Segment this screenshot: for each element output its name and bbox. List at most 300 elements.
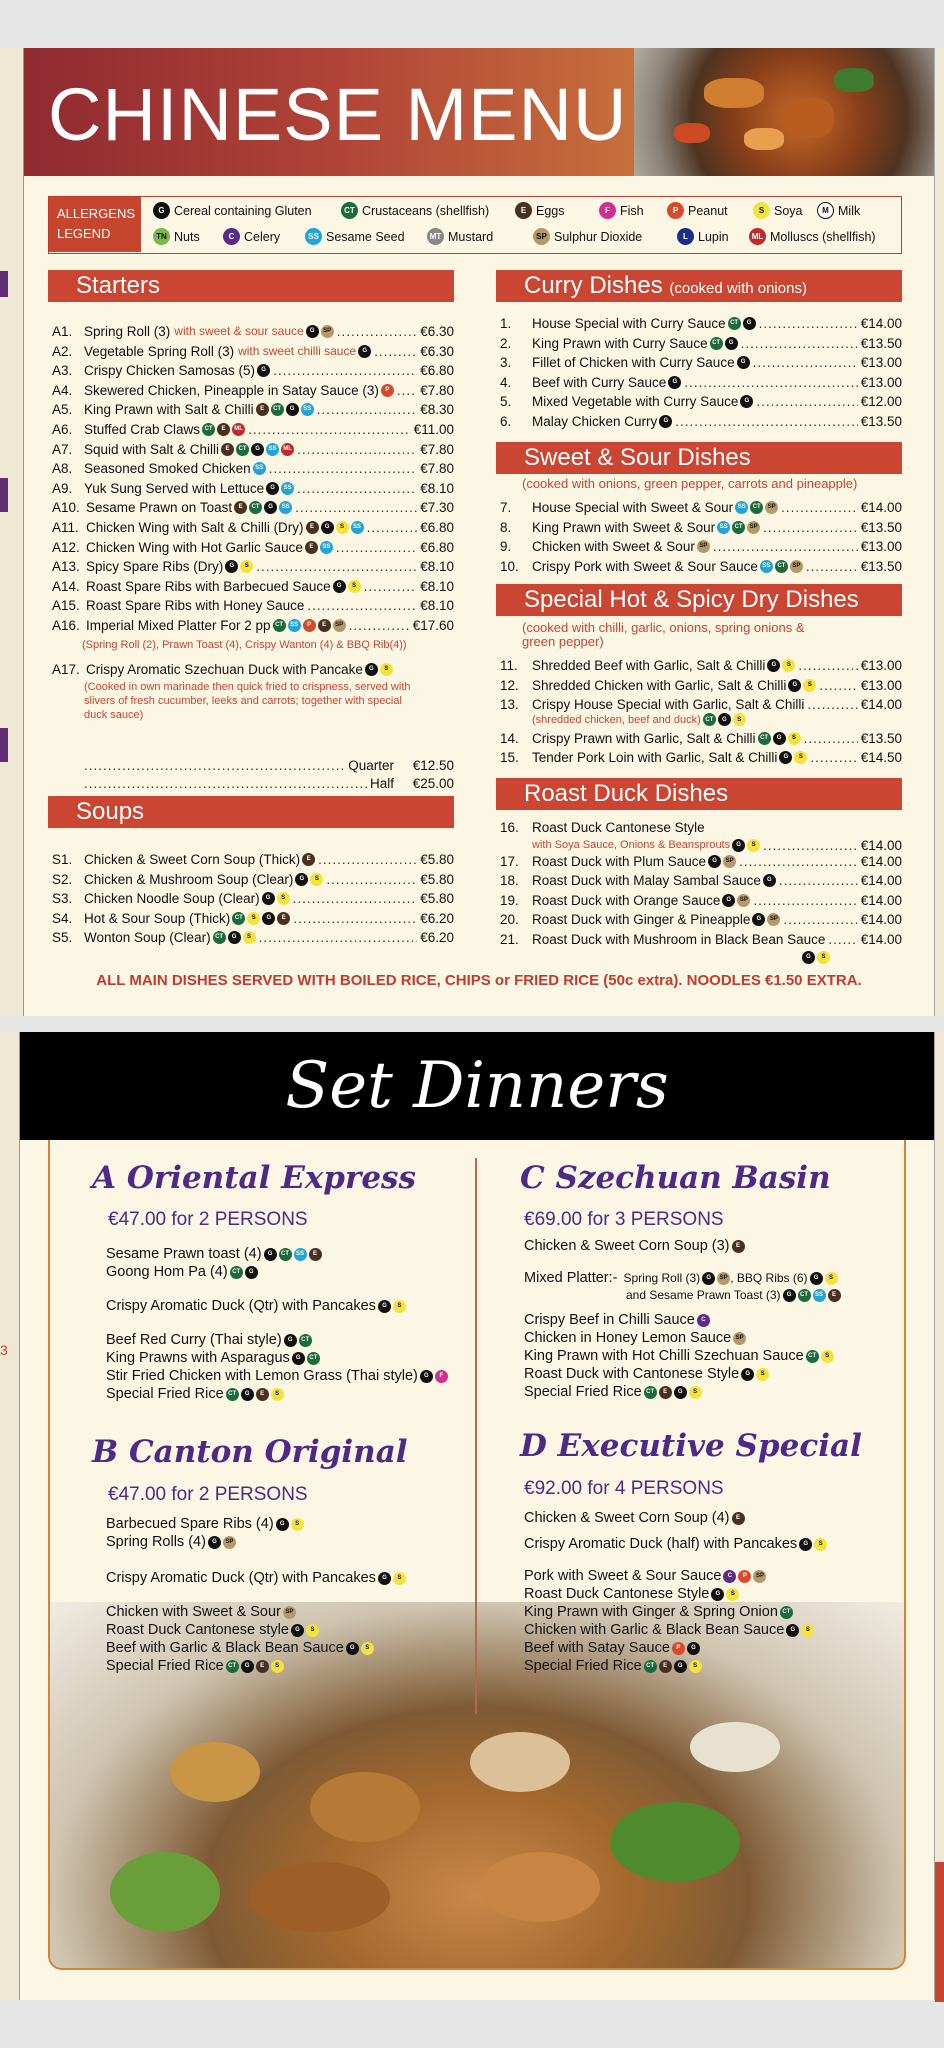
item-code: 6.: [500, 414, 512, 429]
allergen-badge-sp: SP: [753, 1570, 766, 1583]
allergen-badge-ss: SS: [253, 462, 266, 475]
mixed-platter: [524, 1270, 838, 1286]
allergen-badge-sp: SP: [533, 228, 550, 245]
item-price: €14.00: [860, 912, 902, 928]
menu-item: [52, 342, 454, 361]
allergen-badge-g: G: [276, 1518, 289, 1531]
set-item-name: Chicken in Honey Lemon Sauce: [524, 1330, 732, 1346]
allergen-badge-s: S: [788, 732, 801, 745]
allergen-badge-c: C: [697, 1314, 710, 1327]
item-price: €6.30: [420, 324, 454, 339]
allergen-badge-l: L: [677, 228, 694, 245]
allergen-badge-p: P: [381, 384, 394, 397]
set-item: [524, 1330, 746, 1346]
menu-item: [500, 498, 902, 517]
allergen-badge-e: E: [305, 541, 318, 554]
set-c-title: C Szechuan Basin: [520, 1160, 831, 1196]
allergen-name: Milk: [838, 203, 861, 218]
allergen-mustard: [427, 228, 493, 245]
item-name: House Special with Sweet & Sour: [532, 500, 734, 515]
item-code: 1.: [500, 316, 512, 331]
allergen-badge-g: G: [722, 894, 735, 907]
allergen-badge-e: E: [217, 423, 230, 436]
menu-item: [52, 518, 454, 537]
dot-leader: [828, 930, 857, 949]
dot-leader: [273, 361, 417, 380]
dot-leader: [293, 909, 417, 928]
dot-leader: [317, 400, 418, 419]
set-item: [524, 1568, 766, 1584]
item-code: A9.: [52, 480, 73, 496]
item-16-note: [532, 836, 902, 855]
allergen-badge-ct: CT: [226, 1388, 239, 1401]
allergen-badge-g: G: [262, 912, 275, 925]
item-name: Shredded Chicken with Garlic, Salt & Chilli: [532, 677, 787, 693]
allergen-name: Eggs: [536, 203, 565, 218]
item-name: Tender Pork Loin with Garlic, Salt & Chilli: [532, 750, 778, 766]
allergen-badge-ss: SS: [281, 482, 294, 495]
item-price: €7.30: [420, 500, 454, 516]
item-name: Malay Chicken Curry: [532, 414, 658, 429]
item-price: €14.00: [860, 873, 902, 889]
allergen-badge-g: G: [264, 501, 277, 514]
item-name: Roast Duck Cantonese Style: [532, 820, 705, 835]
item-code: A13.: [52, 559, 80, 575]
allergen-name: Peanut: [688, 203, 728, 218]
left-page-edge: [0, 48, 24, 1016]
set-item-name: Sesame Prawn toast (4): [106, 1246, 262, 1262]
item-name: Roast Duck with Malay Sambal Sauce: [532, 873, 761, 889]
set-item-name: Goong Hom Pa (4): [106, 1264, 228, 1280]
allergen-badge-ct: CT: [732, 521, 745, 534]
note-text: with Soya Sauce, Onions & Beansprouts: [532, 839, 731, 851]
set-item: [106, 1570, 406, 1586]
allergen-badge-e: E: [732, 1240, 745, 1253]
menu-item: [500, 930, 902, 949]
item-name: Wonton Soup (Clear): [84, 930, 211, 946]
set-item-name: Roast Duck with Cantonese Style: [524, 1366, 740, 1382]
allergen-badge-ss: SS: [294, 1248, 307, 1261]
item-13-note: [532, 713, 746, 727]
allergen-badge-g: G: [674, 1386, 687, 1399]
allergen-badge-g: G: [711, 1588, 724, 1601]
allergen-badge-s: S: [817, 951, 830, 964]
item-code: S3.: [52, 891, 73, 907]
set-item-name: Beef with Garlic & Black Bean Sauce: [106, 1640, 344, 1656]
item-price: €14.00: [860, 697, 902, 713]
allergen-celery: [223, 228, 280, 245]
item-price: €13.00: [860, 374, 902, 390]
dot-leader: [297, 479, 417, 498]
item-note: with sweet & sour sauce: [174, 324, 304, 338]
allergen-badge-s: S: [753, 202, 770, 219]
menu-item: [500, 314, 902, 333]
allergen-badge-ml: ML: [749, 228, 766, 245]
right-page-edge: [934, 48, 944, 1016]
right-page-edge: [934, 1032, 944, 2000]
allergen-badge-sp: SP: [321, 325, 334, 338]
set-item: [106, 1246, 322, 1262]
allergen-badge-e: E: [318, 619, 331, 632]
set-item-name: Beef Red Curry (Thai style): [106, 1332, 282, 1348]
set-item: [106, 1332, 312, 1348]
item-price: €14.00: [860, 316, 902, 331]
allergen-badge-s: S: [782, 659, 795, 672]
dot-leader: [753, 353, 858, 372]
item-code: 5.: [500, 394, 512, 410]
set-item: [106, 1516, 304, 1532]
allergen-badge-g: G: [306, 325, 319, 338]
menu-item: [52, 596, 454, 615]
dot-leader: [349, 616, 410, 635]
set-item-name: Crispy Aromatic Duck (Qtr) with Pancakes: [106, 1570, 376, 1586]
allergen-badge-ct: CT: [644, 1386, 657, 1399]
menu-item: [500, 518, 902, 537]
item-price: €6.80: [420, 539, 454, 555]
allergen-sesame-seed: [305, 228, 405, 245]
item-price: €13.00: [860, 658, 902, 673]
allergen-badge-s: S: [733, 713, 746, 726]
set-item-name: King Prawns with Asparagus: [106, 1350, 290, 1366]
dot-leader: [763, 518, 858, 537]
allergen-badge-g: G: [228, 931, 241, 944]
dot-leader: [293, 889, 418, 908]
menu-item: [52, 381, 454, 400]
set-dinners-page: [0, 1032, 944, 2000]
set-item: [106, 1604, 296, 1620]
item-name: Crispy Aromatic Szechuan Duck with Pancake: [86, 662, 363, 677]
item-name: Spicy Spare Ribs (Dry): [86, 559, 224, 575]
allergen-badge-ct: CT: [230, 1266, 243, 1279]
menu-item: [500, 695, 902, 714]
allergen-badge-s: S: [794, 751, 807, 764]
item-code: 14.: [500, 730, 519, 746]
set-b-price: €47.00 for 2 PERSONS: [108, 1484, 308, 1505]
mixed-platter-line2: [626, 1288, 841, 1302]
item-code: A3.: [52, 363, 73, 379]
item-name: Spring Roll (3): [84, 324, 171, 339]
allergen-badge-sp: SP: [697, 540, 710, 553]
menu-item: [52, 870, 454, 889]
allergen-badge-ct: CT: [703, 713, 716, 726]
set-item-name: Chicken & Sweet Corn Soup (4): [524, 1510, 730, 1526]
allergen-name: Cereal containing Gluten: [174, 203, 312, 218]
allergen-crustaceans-shellfish-: [341, 202, 489, 219]
item-name: Roast Spare Ribs with Barbecued Sauce: [86, 578, 331, 594]
a16-note: (Spring Roll (2), Prawn Toast (4), Crispy Wanton (4) & BBQ Rib(4)): [82, 639, 407, 651]
allergen-badge-g: G: [358, 345, 371, 358]
allergen-badge-g: G: [779, 751, 792, 764]
item-price: €14.00: [860, 500, 902, 515]
platter-label: Mixed Platter:-: [524, 1270, 618, 1286]
set-item: [524, 1658, 702, 1674]
allergen-badge-g: G: [763, 874, 776, 887]
set-d-price: €92.00 for 4 PERSONS: [524, 1478, 724, 1499]
item-code: 9.: [500, 539, 512, 555]
allergen-badge-s: S: [336, 521, 349, 534]
allergen-name: Sulphur Dioxide: [554, 229, 643, 244]
allergen-peanut: [667, 202, 728, 219]
allergen-badge-ct: CT: [236, 443, 249, 456]
allergen-badge-ct: CT: [341, 202, 358, 219]
dot-leader: [326, 870, 417, 889]
allergen-badge-g: G: [767, 659, 780, 672]
allergen-badge-sp: SP: [717, 1272, 730, 1285]
set-item-name: Pork with Sweet & Sour Sauce: [524, 1568, 722, 1584]
allergen-badge-g: G: [718, 713, 731, 726]
allergen-badge-s: S: [348, 580, 361, 593]
bottom-note: ALL MAIN DISHES SERVED WITH BOILED RICE, CHIPS or FRIED RICE (50c extra). NOODLES €1.50 EXTRA.: [96, 972, 862, 989]
menu-item: [52, 616, 454, 635]
allergen-badge-ct: CT: [806, 1350, 819, 1363]
allergen-badge-p: P: [672, 1642, 685, 1655]
allergen-badge-s: S: [825, 1272, 838, 1285]
allergen-badge-s: S: [380, 663, 393, 676]
item-price: €6.20: [420, 930, 454, 946]
allergen-badge-g: G: [752, 913, 765, 926]
set-item-name: Beef with Satay Sauce: [524, 1640, 670, 1656]
set-item-name: King Prawn with Hot Chilli Szechuan Sauce: [524, 1348, 804, 1364]
set-item: [106, 1368, 448, 1384]
allergen-badge-e: E: [302, 853, 315, 866]
dot-leader: [269, 459, 418, 478]
item-code: 8.: [500, 519, 512, 535]
dot-leader: [307, 596, 417, 615]
item-price: €5.80: [420, 871, 454, 887]
spicy-note-1: (cooked with chilli, garlic, onions, spring onions &: [522, 620, 805, 635]
item-code: A10.: [52, 500, 80, 516]
allergen-badge-ss: SS: [735, 501, 748, 514]
allergen-badge-s: S: [803, 679, 816, 692]
item-code: S1.: [52, 852, 73, 867]
allergen-badge-s: S: [821, 1350, 834, 1363]
item-name: King Prawn with Salt & Chilli: [84, 402, 254, 418]
dot-leader: [295, 498, 417, 517]
allergen-badge-ss: SS: [301, 403, 314, 416]
set-item: [106, 1264, 258, 1280]
allergen-badge-sp: SP: [765, 501, 778, 514]
item-name: Roast Spare Ribs with Honey Sauce: [86, 598, 305, 614]
allergen-badge-s: S: [277, 892, 290, 905]
soups-heading: Soups: [48, 796, 454, 828]
menu-item: [52, 459, 454, 478]
item-code: S2.: [52, 871, 73, 887]
allergen-badge-tn: TN: [153, 228, 170, 245]
allergen-badge-s: S: [271, 1660, 284, 1673]
allergen-badge-g: G: [773, 732, 786, 745]
platter-item: Spring Roll (3): [623, 1271, 701, 1285]
item-name: Shredded Beef with Garlic, Salt & Chilli: [532, 658, 766, 673]
allergen-badge-p: P: [667, 202, 684, 219]
size-label: Quarter: [348, 758, 394, 773]
item-price: €12.00: [860, 394, 902, 410]
item-name: Skewered Chicken, Pineapple in Satay Sauce (3): [84, 382, 379, 398]
item-price: €11.00: [413, 422, 454, 437]
allergen-badge-mt: MT: [427, 228, 444, 245]
allergen-badge-g: G: [291, 1624, 304, 1637]
allergen-name: Sesame Seed: [326, 229, 405, 244]
allergen-badge-ct: CT: [232, 912, 245, 925]
item-name: Seasoned Smoked Chicken: [84, 461, 251, 477]
allergen-badge-g: G: [378, 1572, 391, 1585]
item-code: 15.: [500, 750, 519, 766]
allergen-badge-ct: CT: [758, 732, 771, 745]
item-price: €13.50: [860, 558, 902, 574]
item-code: A11.: [52, 520, 79, 535]
allergen-badge-ss: SS: [760, 560, 773, 573]
item-name: Sesame Prawn on Toast: [86, 500, 233, 516]
allergen-badge-g: G: [208, 1536, 221, 1549]
item-code: A2.: [52, 343, 73, 359]
item-name: Vegetable Spring Roll (3): [84, 343, 235, 359]
note-text: (shredded chicken, beef and duck): [532, 713, 701, 726]
item-price: €6.80: [420, 520, 454, 535]
menu-item: [52, 498, 454, 517]
item-price: €13.50: [860, 519, 902, 535]
allergen-badge-g: G: [251, 443, 264, 456]
set-b-title: B Canton Original: [92, 1434, 408, 1470]
item-21-tags: [800, 948, 830, 967]
allergen-badge-g: G: [264, 1248, 277, 1261]
page-number: 3: [0, 1342, 8, 1358]
allergen-badge-g: G: [788, 679, 801, 692]
set-dinners-title: Set Dinners: [285, 1049, 669, 1123]
item-price: €13.00: [860, 539, 902, 555]
allergen-badge-e: E: [256, 1660, 269, 1673]
menu-item: [52, 909, 454, 928]
item-name: Roast Duck with Plum Sauce: [532, 853, 707, 869]
menu-item: [500, 537, 902, 556]
set-item-name: Crispy Aromatic Duck (Qtr) with Pancakes: [106, 1298, 376, 1314]
allergen-badge-ct: CT: [644, 1660, 657, 1673]
item-code: A12.: [52, 539, 80, 555]
allergen-name: Molluscs (shellfish): [770, 229, 876, 244]
menu-item: [52, 479, 454, 498]
allergen-badge-sp: SP: [733, 1332, 746, 1345]
set-item-name: King Prawn with Ginger & Spring Onion: [524, 1604, 778, 1620]
allergen-badge-s: S: [240, 560, 253, 573]
allergen-badge-ss: SS: [813, 1289, 826, 1302]
set-item-name: Special Fried Rice: [524, 1384, 642, 1400]
curry-heading: Curry Dishes (cooked with onions): [496, 270, 902, 302]
set-item-name: Roast Duck Cantonese Style: [524, 1586, 710, 1602]
set-item-name: Chicken with Sweet & Sour: [106, 1604, 281, 1620]
menu-item: [500, 871, 902, 890]
allergen-badge-ct: CT: [271, 403, 284, 416]
allergen-lupin: [677, 228, 729, 245]
menu-item: [500, 557, 902, 576]
allergen-badge-g: G: [810, 1272, 823, 1285]
set-item-name: Barbecued Spare Ribs (4): [106, 1516, 274, 1532]
size-price: €25.00: [412, 776, 454, 791]
item-code: 13.: [500, 697, 519, 713]
allergen-badge-s: S: [747, 839, 760, 852]
item-name: Chicken & Sweet Corn Soup (Thick): [84, 852, 301, 867]
item-price: €14.00: [860, 892, 902, 908]
allergen-badge-s: S: [393, 1300, 406, 1313]
allergen-badge-g: G: [668, 376, 681, 389]
menu-header: [24, 48, 934, 176]
allergen-badge-s: S: [271, 1388, 284, 1401]
allergen-badge-g: G: [740, 395, 753, 408]
allergen-badge-ct: CT: [750, 501, 763, 514]
item-code: 19.: [500, 892, 519, 908]
item-code: 17.: [500, 853, 519, 869]
allergen-badge-ss: SS: [279, 501, 292, 514]
item-price: €14.00: [860, 838, 902, 853]
allergen-badge-sp: SP: [723, 855, 736, 868]
item-code: 18.: [500, 873, 519, 889]
menu-item: [52, 400, 454, 419]
dot-leader: [804, 729, 858, 748]
menu-item: [500, 676, 902, 695]
allergen-name: Lupin: [698, 229, 729, 244]
set-d-title: D Executive Special: [520, 1428, 862, 1464]
dot-leader: [364, 577, 418, 596]
allergen-badge-e: E: [234, 501, 247, 514]
set-item: [524, 1622, 814, 1638]
allergen-badge-g: G: [257, 364, 270, 377]
allergen-badge-ct: CT: [202, 423, 215, 436]
item-code: A1.: [52, 324, 73, 339]
set-item: [524, 1586, 739, 1602]
allergen-nuts: [153, 228, 200, 245]
dot-leader: [798, 656, 857, 675]
a17-size-quarter: [84, 756, 454, 775]
allergen-badge-m: M: [817, 202, 834, 219]
allergen-badge-e: E: [515, 202, 532, 219]
allergen-badge-g: G: [262, 892, 275, 905]
allergen-badge-ct: CT: [273, 619, 286, 632]
set-item: [524, 1384, 702, 1400]
item-name: Chicken Noodle Soup (Clear): [84, 891, 260, 907]
allergen-badge-ct: CT: [780, 1606, 793, 1619]
menu-item: [500, 748, 902, 767]
item-price: €8.10: [420, 480, 454, 496]
allergen-badge-ss: SS: [305, 228, 322, 245]
item-name: Chicken with Sweet & Sour: [532, 539, 695, 555]
menu-item: [500, 656, 902, 675]
allergen-badge-e: E: [221, 443, 234, 456]
item-price: €8.10: [420, 559, 454, 575]
item-name: Crispy Chicken Samosas (5): [84, 363, 256, 379]
menu-item: [52, 361, 454, 380]
item-name: Fillet of Chicken with Curry Sauce: [532, 355, 735, 371]
item-price: €7.80: [420, 441, 454, 457]
menu-item: [52, 889, 454, 908]
item-code: S5.: [52, 930, 73, 946]
item-code: 10.: [500, 558, 519, 574]
item-name: Hot & Sour Soup (Thick): [84, 910, 231, 926]
item-price: €6.20: [420, 910, 454, 926]
allergen-badge-s: S: [310, 873, 323, 886]
menu-item: [500, 910, 902, 929]
allergen-badge-s: S: [361, 1642, 374, 1655]
set-item-name: Special Fried Rice: [524, 1658, 642, 1674]
dot-leader: [807, 695, 857, 714]
item-code: A7.: [52, 441, 73, 457]
menu-item: [52, 928, 454, 947]
item-code: A14.: [52, 578, 80, 594]
allergen-badge-ct: CT: [307, 1352, 320, 1365]
allergen-badge-g: G: [321, 521, 334, 534]
allergen-milk: [817, 202, 860, 219]
allergen-badge-sp: SP: [767, 913, 780, 926]
allergen-badge-e: E: [256, 1388, 269, 1401]
item-code: 12.: [500, 677, 519, 693]
allergen-badge-g: G: [708, 855, 721, 868]
dot-leader: [783, 910, 857, 929]
